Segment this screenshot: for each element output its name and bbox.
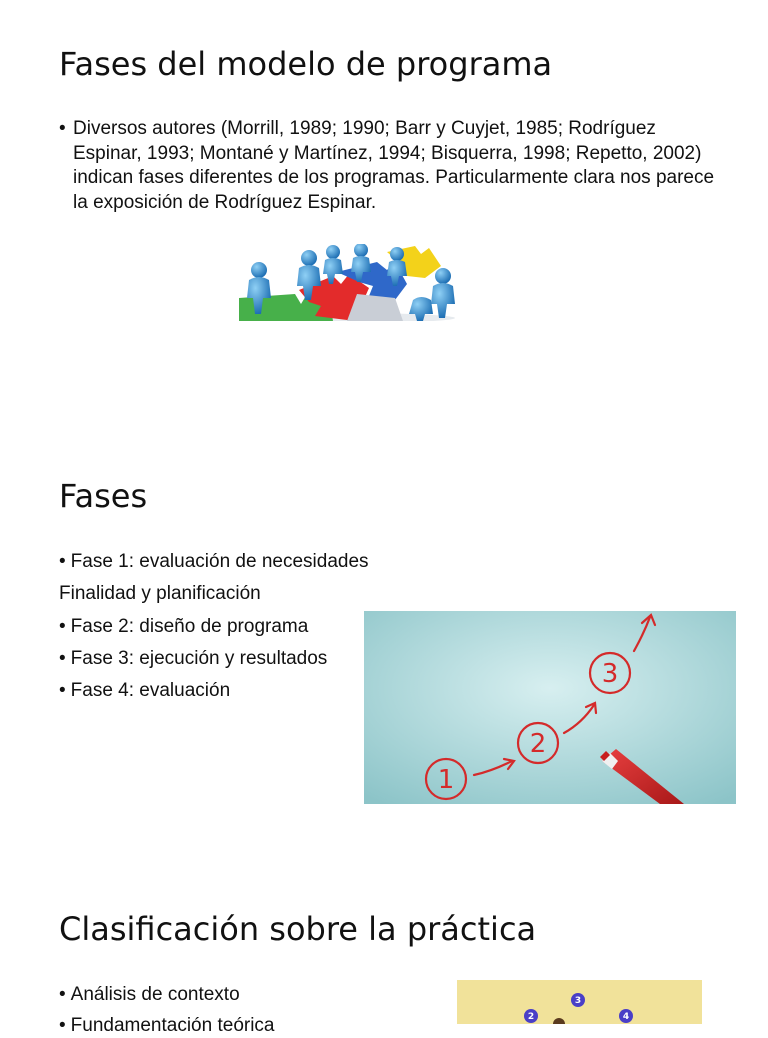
bullet-dot: • (59, 616, 66, 637)
step-number-1: 1 (437, 765, 455, 795)
list-item-text: Fase 2: diseño de programa (70, 616, 309, 637)
list-item-text: Finalidad y planificación (59, 583, 261, 604)
list-item (59, 983, 240, 1007)
circle-number-4: 4 (622, 1012, 630, 1022)
bullet-dot: • (59, 648, 66, 669)
list-item (59, 550, 369, 574)
list-item-plain (59, 582, 261, 606)
slide-3 (0, 860, 768, 1036)
list-item (59, 647, 327, 671)
steps-photo (364, 611, 736, 804)
circle-number-2: 2 (527, 1012, 535, 1022)
slide-2 (0, 420, 768, 860)
puzzle-team-image (237, 244, 455, 321)
bullet-dot: • (59, 118, 66, 139)
slide-title: Fases (59, 477, 148, 515)
step-number-2: 2 (529, 729, 547, 759)
circle-number-3: 3 (574, 996, 582, 1006)
list-item (59, 615, 308, 639)
bullet-dot: • (59, 551, 66, 572)
slide-title: Clasificación sobre la práctica (59, 910, 537, 948)
slide-1 (0, 0, 768, 420)
list-item-text: Fundamentación teórica (70, 1015, 275, 1036)
numbered-circles-illustration (457, 980, 702, 1024)
puzzle-team-illustration (237, 244, 455, 321)
bullet-text: Diversos autores (Morrill, 1989; 1990; Barr y Cuyjet, 1985; Rodríguez Espinar, 1993; Montané y Martínez, 1994; Bisquerra, 1998; Repetto, 2002) indican fases diferentes de los programas. Particularmente clara nos parece la exposición de Rodríguez Espinar. (73, 118, 715, 213)
numbered-circles-image (457, 980, 702, 1024)
bullet-paragraph (59, 117, 719, 215)
steps-illustration (364, 611, 736, 804)
step-number-3: 3 (601, 659, 619, 689)
list-item (59, 679, 230, 703)
bullet-dot: • (59, 1015, 66, 1036)
list-item-text: Fase 3: ejecución y resultados (70, 648, 328, 669)
list-item-text: Fase 1: evaluación de necesidades (70, 551, 369, 572)
bullet-dot: • (59, 680, 66, 701)
list-item-text: Análisis de contexto (70, 984, 240, 1005)
slide-title: Fases del modelo de programa (59, 45, 553, 83)
bullet-dot: • (59, 984, 66, 1005)
list-item (59, 1014, 275, 1038)
list-item-text: Fase 4: evaluación (70, 680, 231, 701)
